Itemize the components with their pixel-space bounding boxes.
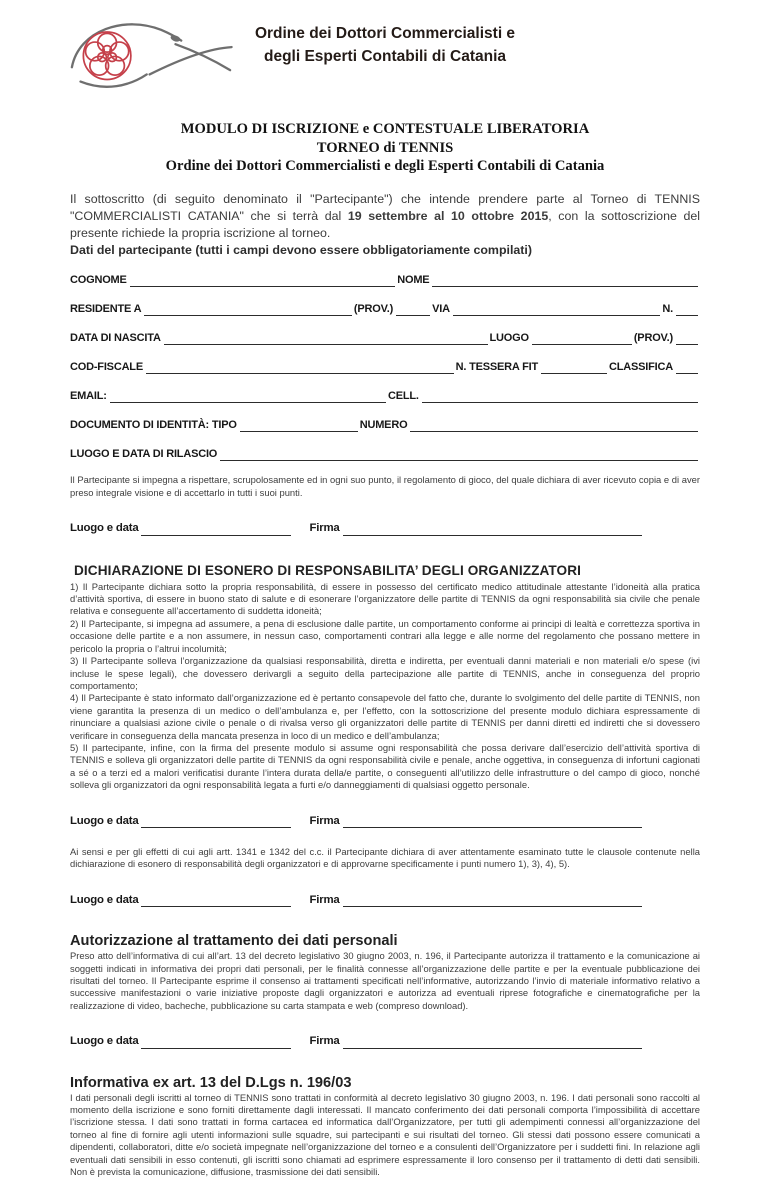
autorizzazione-section-title: Autorizzazione al trattamento dei dati personali <box>70 933 398 950</box>
document-header <box>70 14 700 98</box>
luogo-e-data-label: Luogo e data <box>70 893 139 906</box>
firma-label: Firma <box>309 1035 340 1048</box>
field-label-tessera-fit: N. TESSERA FIT <box>455 361 538 374</box>
nome-blank-line <box>432 276 698 287</box>
email-blank-line <box>110 392 386 403</box>
title-line1: MODULO DI ISCRIZIONE e CONTESTUALE LIBERATORIA <box>180 121 590 137</box>
prov2-blank-line <box>676 334 698 345</box>
rilascio-blank-line <box>220 450 698 461</box>
form-row-contacts <box>70 391 700 403</box>
informativa-body: I dati personali degli iscritti al torneo di TENNIS sono trattati in conformità al decreto legislativo 30 giugno 2003, n. 196. I dati personali sono raccolti al momento della iscrizione e sono forniti direttamente dagli interessati. Il mancato conferimento dei dati personali comporta l’impossibilità di accettare l’iscrizione stessa. I dati sono trattati in forma cartacea ed informatica dall’Organizzatore, per tutti gli adempimenti connessi all’organizzazione del torneo al fine di fornire agli utenti informazioni sulle squadre, sui partecipanti e sui risultati del torneo. Gli stessi dati possono essere comunicati a dipendenti, collaboratori, ditte e/o società impegnate nell’organizzazione del torneo e a consulenti dell’Organizzatore per i suddetti fini. In relazione agli eventuali dati sensibili in esso contenuti, gli iscritti sono chiamati ad esprimere espressamente il loro consenso per il trattamento di detti dati sensibili. Non è prevista la comunicazione, diffusione, trasmissione dei dati sensibili. <box>70 1091 700 1178</box>
field-label-prov1: (PROV.) <box>353 303 394 316</box>
form-row-fiscal <box>70 362 700 374</box>
firma-label: Firma <box>309 893 340 906</box>
via-blank-line <box>453 305 661 316</box>
luogo-e-data-label: Luogo e data <box>70 1035 139 1048</box>
tournament-dates: 19 settembre al 10 ottobre 2015 <box>347 208 549 223</box>
firma-label: Firma <box>309 814 340 827</box>
autorizzazione-body: Preso atto dell’informativa di cui all’art. 13 del decreto legislativo 30 giugno 2003, n. 196, il Partecipante autorizza il trattamento e la comunicazione ai soggetti indicati in informativa dei propri dati personali, per le finalità connesse all’organizzazione delle partite e per la eventuale pubblicazione dei risultati del torneo. Il Partecipante esprime il consenso ai trattamenti specificati nell’informative, autorizzando l’invio di materiale informativo relativo a successive manifestazioni o varie iniziative proposte dagli organizzatori e autorizza ad eventuali riprese fotografiche e cinematografiche per la realizzazione di video, bacheche, pubblicazione su carta stampata e web (compreso download). <box>70 950 700 1011</box>
firma-blank-line <box>343 896 642 907</box>
signature-row-3 <box>70 895 644 907</box>
org-name-line2: degli Esperti Contabili di Catania <box>263 48 506 66</box>
regolamento-note: Il Partecipante si impegna a rispettare, scrupolosamente ed in ogni suo punto, il regolamento di gioco, del quale dichiara di aver ricevuto copia e di aver preso integrale visione e di accettarlo in tutti i suoi punti. <box>70 474 700 498</box>
luogo-blank-line <box>532 334 632 345</box>
org-name-line1: Ordine dei Dottori Commercialisti e <box>254 25 516 42</box>
field-label-email: EMAIL: <box>70 390 107 403</box>
participant-data-heading: Dati del partecipante (tutti i campi devono essere obbligatoriamente compilati) <box>70 242 532 257</box>
luogo-e-data-label: Luogo e data <box>70 814 139 827</box>
esonero-clause-1: 1) Il Partecipante dichiara sotto la propria responsabilità, di essere in possesso del certificato medico attitudinale attestante l’idoneità alla pratica d’attività sportiva, di essere in buono stato di salute e di esonerare l’organizzatore delle partite di TENNIS da ogni responsabilità sia civile che penale relativa e conseguente all’accertamento di suddetta idoneità; <box>70 580 700 617</box>
intro-paragraph <box>70 191 700 242</box>
intro-text-2: , con la sottoscrizione del presente richiede la propria iscrizione al torneo. <box>70 208 700 240</box>
tessera-fit-blank-line <box>541 363 607 374</box>
luogo-data-blank-line <box>141 817 291 828</box>
cell-blank-line <box>422 392 698 403</box>
n-blank-line <box>676 305 698 316</box>
esonero-clause-5: 5) Il partecipante, infine, con la firma del presente modulo si assume ogni responsabilità che possa derivare dall’esercizio dell’attività sportiva di TENNIS e solleva gli organizzatori delle partite di TENNIS da ogni responsabilità civile e penale, anche oggettiva, in conseguenza di infortuni cagionati a sé o a terzi ed a malori verificatisi durante l’intera durata della/e partite, o conseguenti all’utilizzo delle infrastrutture o del campo di gioco, nonché solleva gli organizzatori da ogni responsabilità legata a furti e/o danneggiamenti di qualsiasi oggetto personale. <box>70 741 700 791</box>
firma-blank-line <box>343 1038 642 1049</box>
field-label-data-di-nascita: DATA DI NASCITA <box>70 332 161 345</box>
esonero-clause-4: 4) Il Partecipante è stato informato dall’organizzazione ed è pertanto consapevole del fatto che, durante lo svolgimento del delle partite di TENNIS, non viene garantita la presenza di un medico o dell’ambulanza e, per l’effetto, con la sottoscrizione del presente modulo dichiara espressamente di rinunciare a qualsiasi azione civile o penale o di rivalsa verso gli organizzatori delle partite di TENNIS per danni diretti ed indiretti che si dovessero verificare in conseguenza della mancata presenza in loco di un medico e dell’ambulanza; <box>70 692 700 741</box>
field-label-via: VIA <box>432 303 450 316</box>
luogo-e-data-label: Luogo e data <box>70 522 139 535</box>
field-label-cod-fiscale: COD-FISCALE <box>70 361 143 374</box>
field-label-documento-tipo: DOCUMENTO DI IDENTITÀ: TIPO <box>70 419 237 432</box>
signature-row-2 <box>70 816 644 828</box>
signature-row-4 <box>70 1036 644 1048</box>
firma-label: Firma <box>309 522 340 535</box>
field-label-cognome: COGNOME <box>70 274 127 287</box>
esonero-section-title: DICHIARAZIONE DI ESONERO DI RESPONSABILITA’ DEGLI ORGANIZZATORI <box>74 562 582 578</box>
esonero-clause-2: 2) Il Partecipante, si impegna ad assumere, a pena di esclusione dalle partite, un comportamento conforme ai principi di lealtà e correttezza sportiva in occasione delle partite e a non assumere, in nessun caso, comportamenti contrari alla legge e alle norme del regolamento che possano mettere in pericolo la propria o l’altrui incolumità; <box>70 617 700 654</box>
field-label-numero: NUMERO <box>359 419 408 432</box>
signature-row-1 <box>70 523 644 535</box>
esonero-clause-3: 3) Il Partecipante solleva l’organizzazione da qualsiasi responsabilità, diretta e indiretta, per eventuali danni materiali e non materiali e/o spese (ivi incluse le spese legali), che dovessero derivargli a seguito della partecipazione alle partite di TENNIS, anche in conseguenza del proprio comportamento; <box>70 655 700 691</box>
field-label-residente-a: RESIDENTE A <box>70 303 142 316</box>
data-nascita-blank-line <box>164 334 488 345</box>
intro-text-1: Il sottoscritto (di seguito denominato il "Partecipante") che intende prendere parte al Torneo di TENNIS "COMMERCIALISTI CATANIA" che si terrà dal <box>70 192 700 223</box>
form-row-name <box>70 275 700 287</box>
luogo-data-blank-line <box>141 525 291 536</box>
field-label-nome: NOME <box>397 274 430 287</box>
artt-note: Ai sensi e per gli effetti di cui agli artt. 1341 e 1342 del c.c. il Partecipante dichiara di aver attentamente esaminato tutte le clausole contenute nella dichiarazione di esonero di responsabilità degli organizzatori e di approvarne specificamente i punti numero 1), 3), 4), 5). <box>70 845 700 870</box>
title-line2: TORNEO di TENNIS <box>316 139 454 156</box>
form-row-residence <box>70 304 700 316</box>
informativa-section-title: Informativa ex art. 13 del D.Lgs n. 196/03 <box>70 1074 352 1091</box>
form-row-issue <box>70 449 700 461</box>
form-row-birth <box>70 333 700 345</box>
cognome-blank-line <box>130 276 396 287</box>
field-label-n: N. <box>662 303 673 316</box>
firma-blank-line <box>343 817 642 828</box>
field-label-luogo: LUOGO <box>489 332 529 345</box>
field-label-prov2: (PROV.) <box>633 332 673 345</box>
firma-blank-line <box>343 525 642 536</box>
luogo-data-blank-line <box>141 896 291 907</box>
document-title <box>70 120 700 176</box>
odcec-catania-logo-icon <box>66 14 236 96</box>
prov1-blank-line <box>396 305 430 316</box>
residente-blank-line <box>144 305 352 316</box>
field-label-rilascio: LUOGO E DATA DI RILASCIO <box>70 448 218 461</box>
form-row-document <box>70 420 700 432</box>
field-label-cell: CELL. <box>387 390 419 403</box>
classifica-blank-line <box>676 363 698 374</box>
title-line3: Ordine dei Dottori Commercialisti e degli Esperti Contabili di Catania <box>165 158 605 175</box>
numero-blank-line <box>410 421 698 432</box>
cod-fiscale-blank-line <box>146 363 454 374</box>
documento-tipo-blank-line <box>240 421 358 432</box>
luogo-data-blank-line <box>141 1038 291 1049</box>
field-label-classifica: CLASSIFICA <box>608 361 673 374</box>
